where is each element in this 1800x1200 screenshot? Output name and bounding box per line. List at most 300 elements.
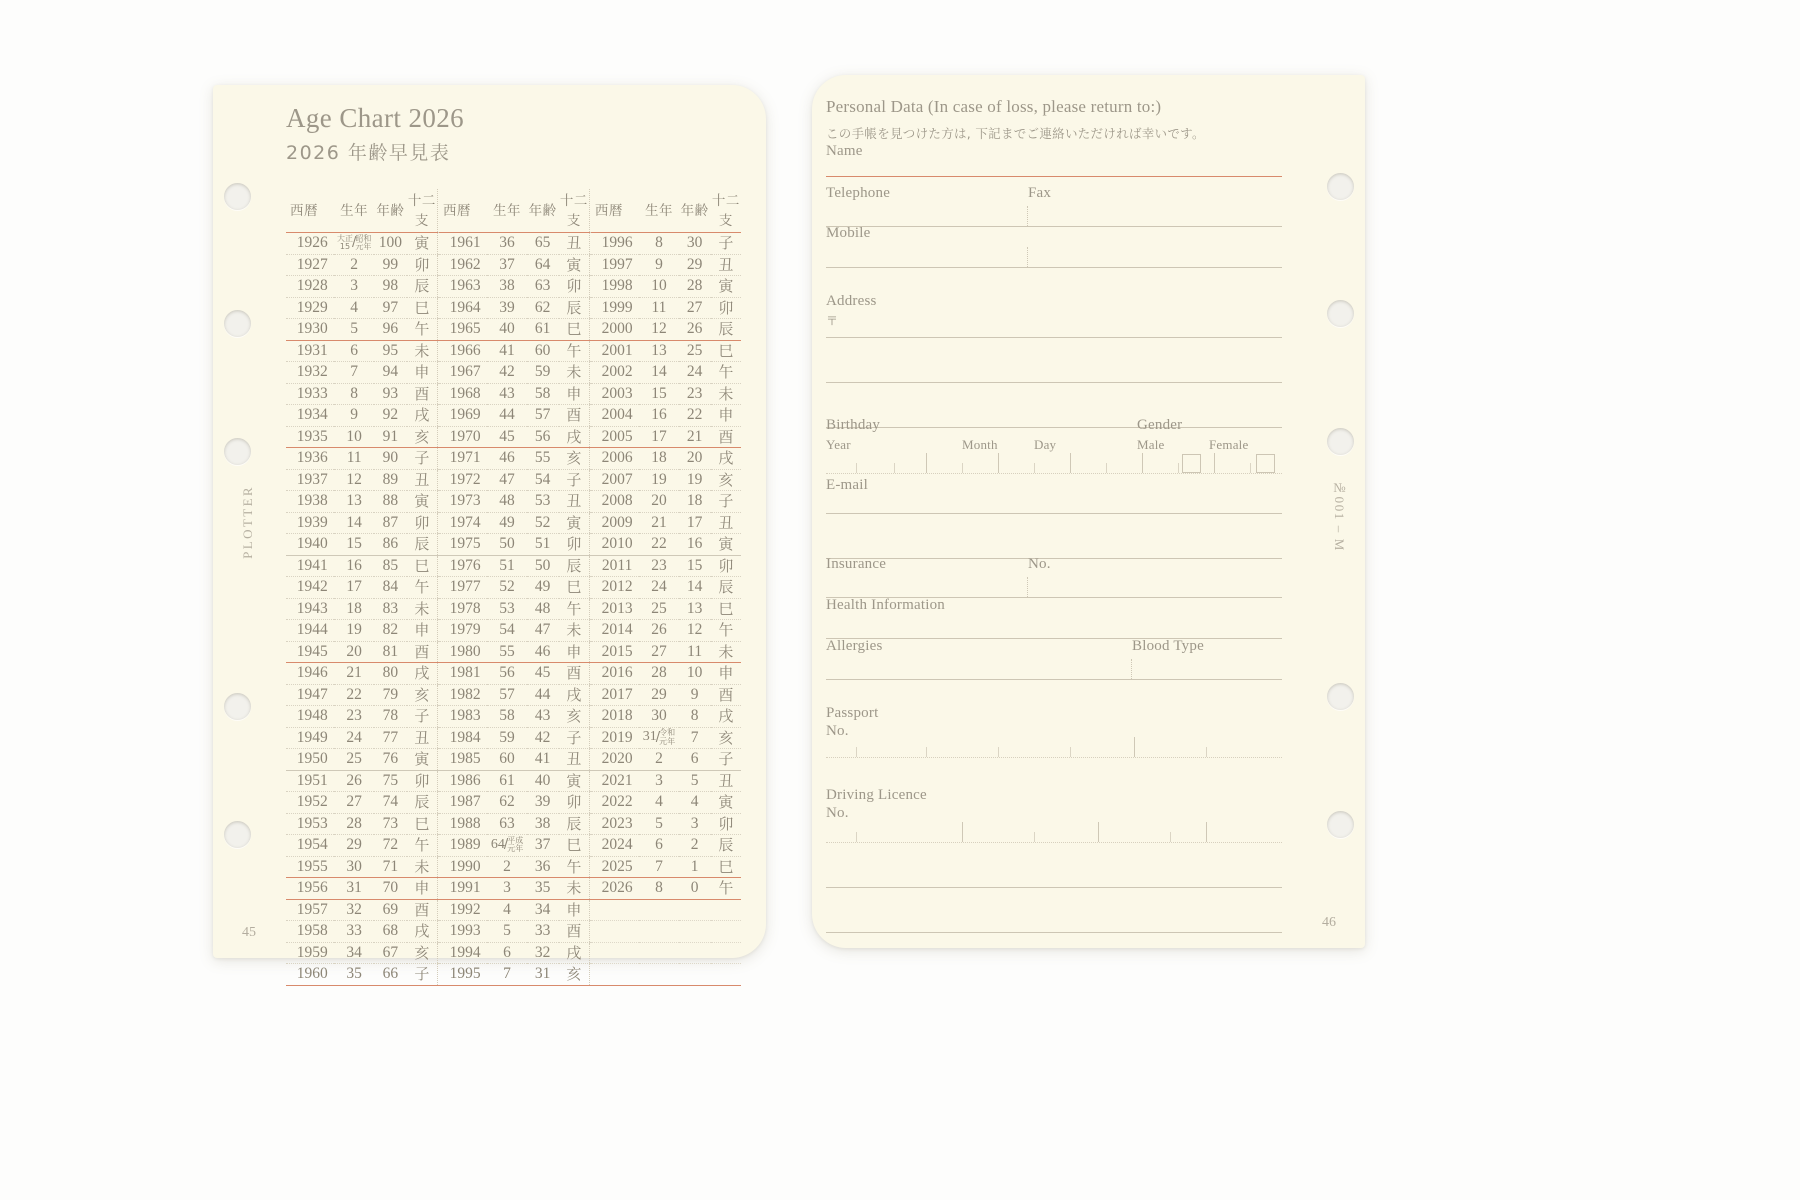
- cell-era-year: 16: [639, 405, 678, 427]
- column-header-seinen: 生年: [639, 189, 678, 233]
- table-row: [286, 469, 741, 491]
- cell-age: 28: [679, 276, 711, 298]
- cell-zodiac: 丑: [559, 749, 590, 771]
- cell-era-year: 2: [487, 856, 526, 878]
- cell-western-year: 2010: [591, 534, 639, 556]
- cell-age: 5: [679, 770, 711, 792]
- cell-age: 67: [374, 942, 407, 964]
- cell-zodiac: 巳: [407, 297, 438, 319]
- cell-western-year: 1978: [439, 598, 487, 620]
- cell-western-year: 1927: [286, 254, 334, 276]
- cell-zodiac: 寅: [407, 491, 438, 513]
- ruler-tick: [998, 453, 999, 473]
- cell-zodiac: 辰: [711, 577, 741, 599]
- cell-zodiac: 子: [559, 727, 590, 749]
- cell-western-year: 1965: [439, 319, 487, 341]
- cell-era-year: 18: [334, 598, 373, 620]
- cell-zodiac: 寅: [559, 770, 590, 792]
- cell-era-year: 39: [487, 297, 526, 319]
- cell-era-year: 15: [334, 534, 373, 556]
- cell-age: 4: [679, 792, 711, 814]
- cell-age: 100: [374, 233, 407, 255]
- label-gender: Gender: [1137, 417, 1183, 433]
- ruler-tick: [1250, 463, 1251, 473]
- label-postal-mark: 〒: [826, 314, 839, 328]
- cell-era-year: 26: [639, 620, 678, 642]
- cell-era-year: 56: [487, 663, 526, 685]
- checkbox-female[interactable]: [1256, 454, 1275, 473]
- table-row: [286, 878, 741, 900]
- label-blood-type: Blood Type: [1132, 638, 1204, 654]
- ruler-tick: [856, 747, 857, 757]
- punch-hole: [224, 438, 251, 465]
- cell-age: 72: [374, 835, 407, 857]
- table-row: [286, 254, 741, 276]
- ruler-tick: [1142, 453, 1143, 473]
- cell-western-year: 1975: [439, 534, 487, 556]
- cell-era-year: 58: [487, 706, 526, 728]
- table-row: [286, 362, 741, 384]
- cell-age: 85: [374, 555, 407, 577]
- cell-age: 81: [374, 641, 407, 663]
- cell-western-year: 1962: [439, 254, 487, 276]
- cell-age: 55: [527, 448, 559, 470]
- table-row: [286, 835, 741, 857]
- cell-age: 1: [679, 856, 711, 878]
- cell-era-year: 9: [334, 405, 373, 427]
- cell-western-year: 1954: [286, 835, 334, 857]
- cell-age: 92: [374, 405, 407, 427]
- cell-era-year: 22: [639, 534, 678, 556]
- table-row: [286, 598, 741, 620]
- form-heading-ja: この手帳を見つけた方は, 下記までご連絡いただければ幸いです。: [826, 126, 1205, 141]
- cell-zodiac: 申: [711, 663, 741, 685]
- cell-western-year: [591, 899, 639, 921]
- cell-age: 66: [374, 964, 407, 986]
- table-row: [286, 297, 741, 319]
- table-row: [286, 792, 741, 814]
- cell-age: 77: [374, 727, 407, 749]
- cell-era-year: 4: [639, 792, 678, 814]
- cell-western-year: 1971: [439, 448, 487, 470]
- ruler-tick: [1034, 832, 1035, 842]
- cell-western-year: 2012: [591, 577, 639, 599]
- cell-age: 62: [527, 297, 559, 319]
- cell-era-year: 50: [487, 534, 526, 556]
- cell-era-year: 36: [487, 233, 526, 255]
- cell-era-year: 63: [487, 813, 526, 835]
- cell-era-year: 6: [334, 340, 373, 362]
- cell-era-year: 10: [334, 426, 373, 448]
- cell-era-year: 31: [334, 878, 373, 900]
- cell-zodiac: 未: [407, 856, 438, 878]
- cell-age: 76: [374, 749, 407, 771]
- cell-western-year: 1984: [439, 727, 487, 749]
- cell-western-year: 1945: [286, 641, 334, 663]
- punch-hole: [224, 183, 251, 210]
- cell-era-year: 55: [487, 641, 526, 663]
- cell-zodiac: 辰: [559, 297, 590, 319]
- cell-zodiac: 午: [711, 878, 741, 900]
- punch-hole: [1327, 811, 1354, 838]
- age-chart-header: [286, 189, 741, 233]
- cell-era-year: 8: [639, 233, 678, 255]
- cell-era-year: 10: [639, 276, 678, 298]
- cell-age: 2: [679, 835, 711, 857]
- cell-age: 45: [527, 663, 559, 685]
- cell-western-year: 1992: [439, 899, 487, 921]
- cell-zodiac: 午: [559, 856, 590, 878]
- ruler-tick: [1170, 832, 1171, 842]
- cell-western-year: 1952: [286, 792, 334, 814]
- cell-age: 21: [679, 426, 711, 448]
- cell-western-year: 1955: [286, 856, 334, 878]
- cell-age: 24: [679, 362, 711, 384]
- cell-zodiac: 丑: [711, 254, 741, 276]
- cell-age: 79: [374, 684, 407, 706]
- cell-age: 97: [374, 297, 407, 319]
- cell-western-year: 1931: [286, 340, 334, 362]
- cell-age: 9: [679, 684, 711, 706]
- punch-hole: [1327, 173, 1354, 200]
- cell-zodiac: 戌: [407, 405, 438, 427]
- rule-address-3: [826, 427, 1282, 428]
- cell-western-year: 1960: [286, 964, 334, 986]
- cell-age: 35: [527, 878, 559, 900]
- cell-era-year: 17: [639, 426, 678, 448]
- page-subtitle: 2026 年齢早見表: [286, 142, 451, 164]
- cell-age: 14: [679, 577, 711, 599]
- cell-age: 47: [527, 620, 559, 642]
- cell-age: 50: [527, 555, 559, 577]
- cell-era-year: 35: [334, 964, 373, 986]
- label-allergies: Allergies: [826, 638, 883, 654]
- cell-western-year: 1963: [439, 276, 487, 298]
- cell-zodiac: 午: [407, 835, 438, 857]
- cell-age: 46: [527, 641, 559, 663]
- table-row: [286, 964, 741, 986]
- cell-western-year: 1981: [439, 663, 487, 685]
- rule-birthday: [826, 473, 1282, 474]
- cell-zodiac: 戌: [407, 921, 438, 943]
- rule-health: [826, 638, 1282, 639]
- cell-western-year: 1933: [286, 383, 334, 405]
- cell-western-year: 1968: [439, 383, 487, 405]
- cell-age: 8: [679, 706, 711, 728]
- cell-zodiac: 辰: [559, 555, 590, 577]
- left-page-age-chart: [213, 85, 766, 983]
- cell-age: 31: [527, 964, 559, 986]
- table-row: [286, 276, 741, 298]
- right-page-personal-data: [812, 75, 1365, 948]
- cell-era-year: 11: [334, 448, 373, 470]
- cell-zodiac: [711, 899, 741, 921]
- table-row: [286, 899, 741, 921]
- rule-address-2: [826, 382, 1282, 383]
- cell-zodiac: 子: [407, 448, 438, 470]
- cell-western-year: 2020: [591, 749, 639, 771]
- cell-era-year: 9: [639, 254, 678, 276]
- cell-zodiac: 丑: [711, 770, 741, 792]
- cell-age: 64: [527, 254, 559, 276]
- cell-age: 19: [679, 469, 711, 491]
- cell-era-year: 4: [334, 297, 373, 319]
- cell-western-year: 1995: [439, 964, 487, 986]
- cell-western-year: 1958: [286, 921, 334, 943]
- cell-era-year: 29: [334, 835, 373, 857]
- cell-age: 54: [527, 469, 559, 491]
- cell-era-year: 18: [639, 448, 678, 470]
- cell-zodiac: [711, 942, 741, 964]
- cell-age: 58: [527, 383, 559, 405]
- rule-telephone: [826, 226, 1282, 227]
- cell-zodiac: 丑: [407, 727, 438, 749]
- cell-era-year: 20: [334, 641, 373, 663]
- age-chart-body: [286, 233, 741, 986]
- cell-zodiac: 亥: [559, 448, 590, 470]
- cell-western-year: 1993: [439, 921, 487, 943]
- cell-age: 7: [679, 727, 711, 749]
- cell-zodiac: 辰: [711, 835, 741, 857]
- cell-zodiac: 巳: [559, 319, 590, 341]
- cell-zodiac: 寅: [559, 512, 590, 534]
- cell-western-year: [591, 942, 639, 964]
- table-row: [286, 405, 741, 427]
- cell-western-year: 2016: [591, 663, 639, 685]
- punch-hole: [1327, 683, 1354, 710]
- cell-zodiac: 申: [407, 362, 438, 384]
- cell-western-year: 2004: [591, 405, 639, 427]
- cell-era-year: 54: [487, 620, 526, 642]
- column-header-seireki: 西暦: [439, 189, 487, 233]
- cell-age: 68: [374, 921, 407, 943]
- cell-zodiac: 午: [407, 319, 438, 341]
- cell-era-year: 25: [639, 598, 678, 620]
- rule-extra-2: [826, 932, 1282, 933]
- cell-age: 26: [679, 319, 711, 341]
- cell-western-year: 1950: [286, 749, 334, 771]
- cell-age: 34: [527, 899, 559, 921]
- cell-age: 17: [679, 512, 711, 534]
- table-row: [286, 448, 741, 470]
- cell-age: 12: [679, 620, 711, 642]
- cell-western-year: 1951: [286, 770, 334, 792]
- cell-western-year: [591, 921, 639, 943]
- page-title: Age Chart 2026: [286, 103, 465, 133]
- ruler-tick: [894, 463, 895, 473]
- cell-zodiac: 戌: [711, 448, 741, 470]
- cell-age: [679, 899, 711, 921]
- label-telephone: Telephone: [826, 185, 891, 201]
- cell-zodiac: 巳: [711, 340, 741, 362]
- cell-age: 41: [527, 749, 559, 771]
- label-fax: Fax: [1028, 185, 1052, 201]
- cell-era-year: 7: [487, 964, 526, 986]
- ruler-tick: [962, 463, 963, 473]
- cell-zodiac: 亥: [407, 684, 438, 706]
- ruler-tick: [1206, 822, 1207, 842]
- cell-western-year: 1957: [286, 899, 334, 921]
- cell-era-year: 60: [487, 749, 526, 771]
- cell-age: 16: [679, 534, 711, 556]
- cell-age: 70: [374, 878, 407, 900]
- cell-zodiac: 卯: [407, 770, 438, 792]
- cell-era-year: 26: [334, 770, 373, 792]
- cell-age: 93: [374, 383, 407, 405]
- cell-age: [679, 921, 711, 943]
- cell-western-year: 1944: [286, 620, 334, 642]
- label-driving-licence-no: No.: [826, 805, 849, 821]
- ruler-tick: [998, 747, 999, 757]
- cell-age: 30: [679, 233, 711, 255]
- cell-era-year: 27: [639, 641, 678, 663]
- page-number: 45: [242, 925, 256, 940]
- rule-name: [826, 176, 1282, 177]
- cell-era-year: 8: [639, 878, 678, 900]
- cell-zodiac: 酉: [407, 899, 438, 921]
- column-header-nenrei: 年齢: [374, 189, 407, 233]
- cell-age: 89: [374, 469, 407, 491]
- cell-western-year: 2019: [591, 727, 639, 749]
- cell-western-year: 2002: [591, 362, 639, 384]
- cell-zodiac: 卯: [711, 555, 741, 577]
- cell-zodiac: 丑: [559, 491, 590, 513]
- cell-age: 6: [679, 749, 711, 771]
- cell-western-year: 1999: [591, 297, 639, 319]
- column-header-seinen: 生年: [334, 189, 373, 233]
- cell-western-year: 1935: [286, 426, 334, 448]
- cell-age: 83: [374, 598, 407, 620]
- cell-age: 88: [374, 491, 407, 513]
- label-birthday: Birthday: [826, 417, 881, 433]
- cell-zodiac: 亥: [711, 727, 741, 749]
- table-row: [286, 491, 741, 513]
- cell-western-year: 1976: [439, 555, 487, 577]
- cell-zodiac: 未: [407, 340, 438, 362]
- punch-hole: [224, 693, 251, 720]
- cell-western-year: 1930: [286, 319, 334, 341]
- ruler-tick: [1070, 453, 1071, 473]
- tick-divider: [1027, 206, 1028, 226]
- cell-age: 80: [374, 663, 407, 685]
- cell-western-year: 2007: [591, 469, 639, 491]
- cell-zodiac: 戌: [559, 942, 590, 964]
- cell-zodiac: 酉: [711, 426, 741, 448]
- cell-zodiac: 辰: [711, 319, 741, 341]
- cell-western-year: 2006: [591, 448, 639, 470]
- cell-western-year: 1943: [286, 598, 334, 620]
- cell-zodiac: 酉: [407, 641, 438, 663]
- cell-age: 36: [527, 856, 559, 878]
- ruler-tick: [1178, 463, 1179, 473]
- cell-era-year: 7: [639, 856, 678, 878]
- cell-era-year: 43: [487, 383, 526, 405]
- cell-era-year: 19: [334, 620, 373, 642]
- cell-era-year: 24: [639, 577, 678, 599]
- cell-age: 52: [527, 512, 559, 534]
- cell-zodiac: 丑: [711, 512, 741, 534]
- cell-era-year: 12: [334, 469, 373, 491]
- cell-zodiac: 未: [711, 641, 741, 663]
- age-chart-table: [286, 189, 741, 986]
- cell-zodiac: 戌: [559, 426, 590, 448]
- cell-zodiac: 寅: [407, 749, 438, 771]
- cell-zodiac: 亥: [559, 706, 590, 728]
- cell-western-year: 2024: [591, 835, 639, 857]
- cell-zodiac: 卯: [711, 813, 741, 835]
- cell-zodiac: 申: [559, 383, 590, 405]
- rule-extra-1: [826, 887, 1282, 888]
- cell-age: 40: [527, 770, 559, 792]
- cell-era-year: 11: [639, 297, 678, 319]
- cell-age: 10: [679, 663, 711, 685]
- cell-western-year: 2000: [591, 319, 639, 341]
- cell-era-year: [639, 942, 678, 964]
- cell-era-year: 15: [639, 383, 678, 405]
- label-year: Year: [826, 437, 851, 452]
- cell-era-year: 45: [487, 426, 526, 448]
- checkbox-male[interactable]: [1182, 454, 1201, 473]
- cell-western-year: 2014: [591, 620, 639, 642]
- cell-era-year: 13: [334, 491, 373, 513]
- cell-era-year: 37: [487, 254, 526, 276]
- cell-age: 38: [527, 813, 559, 835]
- cell-western-year: 2001: [591, 340, 639, 362]
- ruler-tick: [1134, 737, 1135, 757]
- cell-zodiac: 午: [559, 340, 590, 362]
- table-row: [286, 856, 741, 878]
- cell-zodiac: 未: [711, 383, 741, 405]
- table-row: [286, 770, 741, 792]
- cell-western-year: 1956: [286, 878, 334, 900]
- label-passport: Passport: [826, 705, 879, 721]
- table-row: [286, 749, 741, 771]
- cell-western-year: 1948: [286, 706, 334, 728]
- cell-era-year: 27: [334, 792, 373, 814]
- cell-western-year: 1987: [439, 792, 487, 814]
- cell-zodiac: 卯: [407, 254, 438, 276]
- cell-age: 18: [679, 491, 711, 513]
- table-row: [286, 534, 741, 556]
- cell-zodiac: 未: [559, 878, 590, 900]
- cell-era-year: 13: [639, 340, 678, 362]
- cell-era-year: 40: [487, 319, 526, 341]
- cell-zodiac: 戌: [407, 663, 438, 685]
- cell-western-year: 1937: [286, 469, 334, 491]
- table-row: [286, 426, 741, 448]
- cell-era-year: 21: [334, 663, 373, 685]
- cell-era-year: 5: [334, 319, 373, 341]
- cell-era-year: 3: [334, 276, 373, 298]
- cell-western-year: 2009: [591, 512, 639, 534]
- cell-era-year: 6: [639, 835, 678, 857]
- cell-age: 60: [527, 340, 559, 362]
- cell-zodiac: [711, 964, 741, 986]
- table-row: [286, 921, 741, 943]
- cell-era-year: 17: [334, 577, 373, 599]
- cell-western-year: 1928: [286, 276, 334, 298]
- cell-western-year: 1982: [439, 684, 487, 706]
- cell-era-year: 47: [487, 469, 526, 491]
- cell-western-year: 1983: [439, 706, 487, 728]
- cell-era-year: 14: [639, 362, 678, 384]
- cell-zodiac: 申: [407, 878, 438, 900]
- cell-age: 29: [679, 254, 711, 276]
- cell-western-year: 1932: [286, 362, 334, 384]
- label-male: Male: [1137, 437, 1165, 452]
- cell-age: 39: [527, 792, 559, 814]
- cell-age: 3: [679, 813, 711, 835]
